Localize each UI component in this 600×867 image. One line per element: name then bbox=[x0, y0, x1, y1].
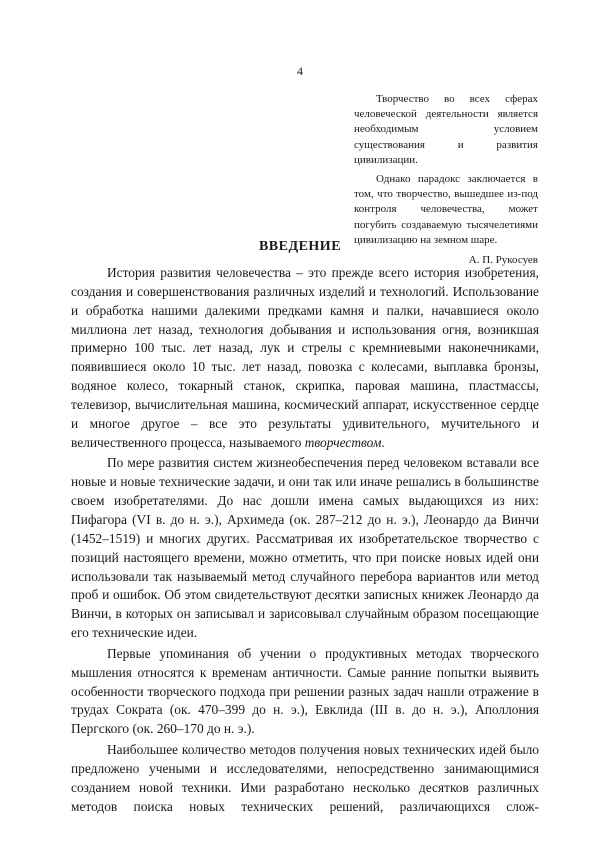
paragraph-2: По мере развития систем жизнеобеспечения перед человеком вставали все новые и новые технические задачи, и они так или иначе решались в большинстве своем изобретателями. До нас дошли имена самых выдающихся из них: Пифагора (VI в. до н. э.), Архимеда (ок. 287–212 до н. э.), Леонардо да Винчи (1452–1519) и многих других. Рассматривая их изобретательское творчество с позиций настоящего времени, можно отметить, что при поиске новых идей они использовали так называемый метод случайного перебора вариантов или метод проб и ошибок. Об этом свидетельствуют десятки записных книжек Леонардо да Винчи, в которых он записывал и зарисовывал случайным образом посещающие его технические идеи. bbox=[71, 455, 539, 641]
section-heading: ВВЕДЕНИЕ bbox=[258, 239, 342, 254]
epigraph-author: А. П. Рукосуев bbox=[468, 254, 538, 267]
page-number: 4 bbox=[297, 64, 303, 78]
paragraph-1-text: История развития человечества – это прежде всего история изобретения, создания и совершенствования различных изделий и технологий. Использование и обработка нашими далекими предками камня и палки, начавшиеся около миллиона лет назад, технология добывания и использования огня, возникшая примерно 100 тыс. лет назад, лук и стрелы с кремниевыми наконечниками, появившиеся около 10 тыс. лет назад, повозка с колесами, выплавка бронзы, водяное колесо, токарный станок, скрипка, паровая машина, пластмассы, телевизор, вычислительная машина, космический аппарат, искусственное сердце и многое другое – все это результаты удивительного, мучительного и величественного процесса, называемого bbox=[71, 265, 539, 450]
epigraph-quote-1: Творчество во всех сферах человеческой деятельности является необходимым условием существования и развития цивилизации. bbox=[354, 93, 538, 166]
epigraph-quote-2: Однако парадокс заключается в том, что творчество, вышедшее из-под контроля человечества, может погубить создаваемую тысячелетиями цивилизацию на земном шаре. bbox=[354, 173, 538, 246]
paragraph-3: Первые упоминания об учении о продуктивных методах творческого мышления относятся к временам античности. Самые ранние попытки выявить особенности творческого подхода при решении разных задач нашли отражение в трудах Сократа (ок. 470–399 до н. э.), Евклида (III в. до н. э.), Аполлония Пергского (ок. 260–170 до н. э.). bbox=[71, 645, 539, 737]
paragraph-1 bbox=[71, 264, 539, 452]
paragraph-1-end: . bbox=[381, 434, 385, 450]
body-text bbox=[71, 264, 539, 816]
paragraph-1-emphasis: творчеством bbox=[304, 434, 382, 450]
paragraph-4: Наибольшее количество методов получения новых технических идей было предложено учеными и исследователями, непосредственно занимающимися созданием новой техники. Ими разработано несколько десятков различных методов поиска новых технических решений, различающихся слож- bbox=[71, 742, 539, 814]
